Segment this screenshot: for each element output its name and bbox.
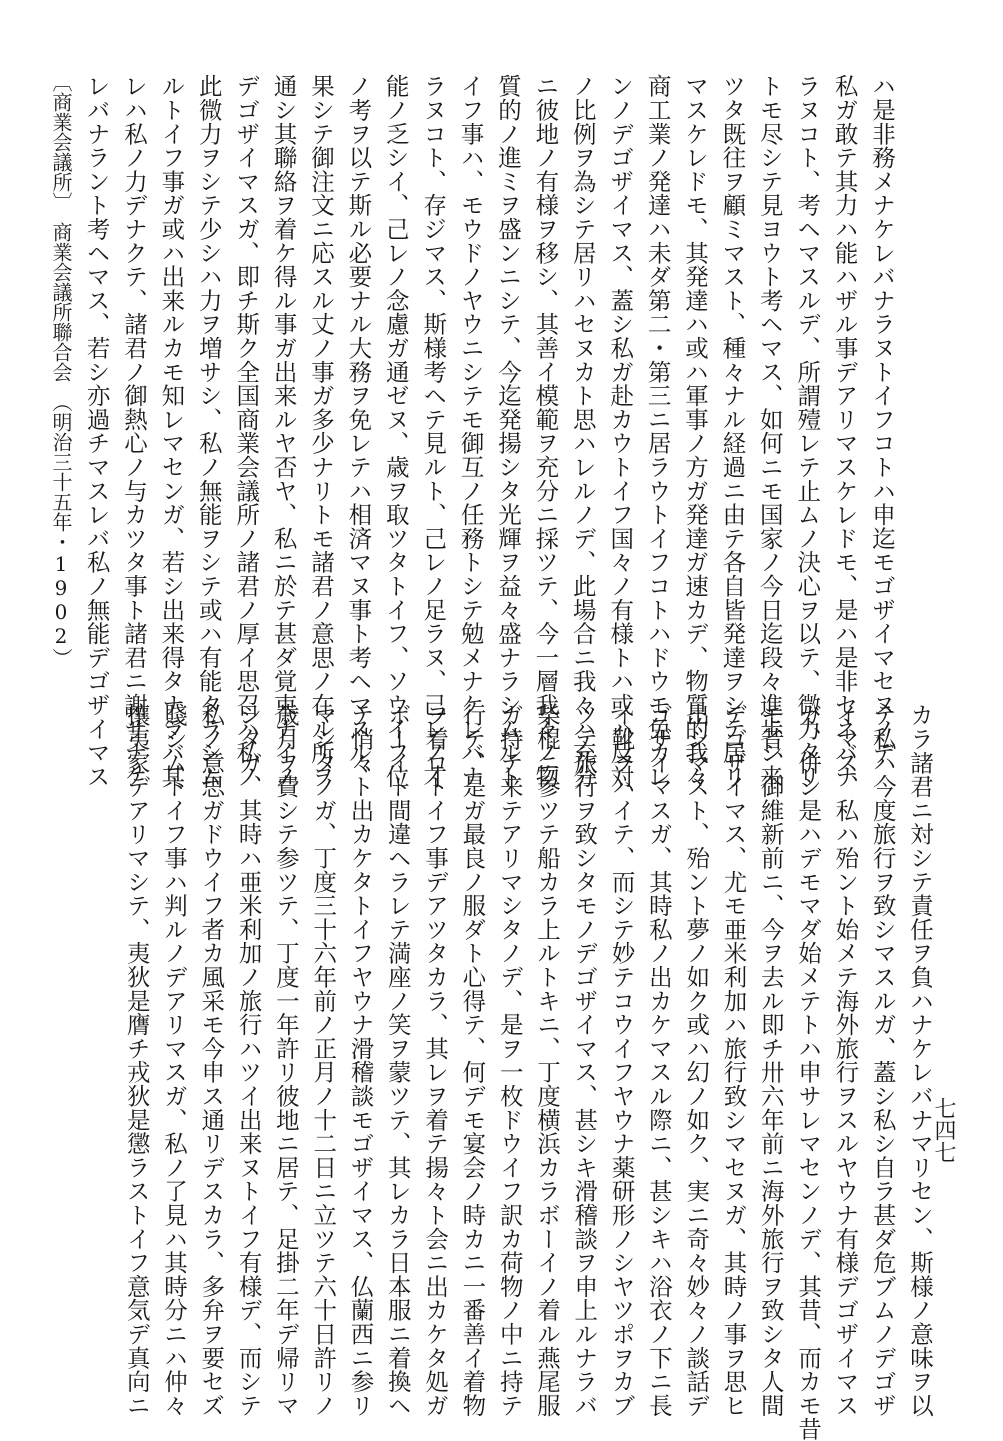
text-column: マスケレドモ、其発達ハ或ハ軍事ノ方ガ発達ガ速カデ、物質的我々 xyxy=(681,74,709,788)
text-column: シタガ、其時ハ亜米利加ノ旅行ハツイ出来ヌトイフ有様デ、而シテ xyxy=(234,703,263,1417)
text-column: ツタ既往ヲ顧ミマスト、種々ナル経過ニ由テ各自皆発達ヲシテ居リ xyxy=(718,74,747,788)
text-column: デゴザイマスガ、即チ斯ク全国商業会議所ノ諸君ノ厚イ思召ハ私ノ xyxy=(232,74,261,788)
text-column: テ私ハ今度旅行ヲ致シマスルガ、蓋シ私シ自ラ甚ダ危ブムノデゴザ xyxy=(868,703,897,1417)
text-column: ガ持テ来テアリマシタノデ、是ヲ一枚ドウイフ訳カ荷物ノ中ニ持テ xyxy=(495,703,524,1417)
text-column: 質的ノ進ミヲ盛ンニシテ、今迄発揚シタ光輝ヲ益々盛ナラシムルト xyxy=(494,74,522,788)
text-column: ラヌコト、存ジマス、斯様考ヘテ見ルト、己レノ足ラヌ、己レノ才 xyxy=(419,74,448,788)
page-number: 七四七 xyxy=(931,1097,956,1163)
text-column: 私ノ意思ガドウイフ者カ風采モ今申ス通リデスカラ、多弁ヲ要セズ xyxy=(197,703,226,1417)
text-column: 商工業ノ発達ハ未ダ第二・第三ニ居ラウトイフコトハドウモ免カレ xyxy=(643,74,672,788)
text-column: 能ノ乏シイ、己レノ念慮ガ通ゼヌ、歳ヲ取ツタトイフ、ソウイフ位 xyxy=(381,74,410,788)
text-column: ルトイフ事ガ或ハ出来ルカモ知レマセンガ、若シ出来得タナラバ其 xyxy=(157,74,186,788)
text-column: ツテ旅行ヲ致シタモノデゴザイマス、甚シキ滑稽談ヲ申上ルナラバ xyxy=(570,703,599,1417)
text-column: 賤シムトイフ事ハ判ルノデアリマスガ、私ノ了見ハ其時分ニハ仲々 xyxy=(160,703,188,1417)
text-column: イ靴ヲハイテ、而シテ妙テコウイフヤウナ薬研形ノシヤツポヲカブ xyxy=(607,703,636,1417)
text-column: 通シ其聯絡ヲ着ケ得ル事ガ出来ルヤ否ヤ、私ニ於テ甚ダ覚束ナイノ xyxy=(269,74,298,788)
text-column: 攘夷家デアリマシテ、夷狄是膺チ戎狄是懲ラストイフ意気デ真向ニ xyxy=(122,703,151,1417)
text-column: マシタノガ、丁度三十六年前ノ正月ノ十二日ニ立ツテ六十日許リノ xyxy=(309,703,338,1417)
text-column: モ昔、御維新前ニ、今ヲ去ル即チ卅六年前ニ海外旅行ヲ致シタ人間 xyxy=(756,703,785,1417)
text-column: ゴザイマスガ、其時私ノ出カケマスル際ニ、甚シキハ浴衣ノ下ニ長 xyxy=(644,703,673,1417)
text-column: デゴザイマス、尤モ亜米利加ハ旅行致シマセヌガ、其時ノ事ヲ思ヒ xyxy=(719,703,748,1417)
text-column: ノ考ヲ以テ斯ル必要ナル大務ヲ免レテハ相済マヌ事ト考ヘマスル、 xyxy=(344,74,373,788)
text-column: 果シテ御注文ニ応スル丈ノ事ガ多少ナリトモ諸君ノ意思ノ在ル所ヲ xyxy=(307,74,335,788)
text-column: テ悄々ト出カケタトイフヤウナ滑稽談モゴザイマス、仏蘭西ニ参リ xyxy=(346,703,375,1417)
text-column: ボーイト間違ヘラレテ満座ノ笑ヲ蒙ツテ、其レカラ日本服ニ着換ヘ xyxy=(383,703,412,1417)
text-column: カラ諸君ニ対シテ責任ヲ負ハナケレバナマリセン、斯様ノ意味ヲ以 xyxy=(906,703,934,1417)
text-column: 行テ、是ガ最良ノ服ダト心得テ、何デモ宴会ノ時カニ一番善イ着物 xyxy=(458,703,487,1417)
text-column: 柴棍ニ参ツテ船カラ上ルトキニ、丁度横浜カラボーイノ着ル燕尾服 xyxy=(533,703,561,1417)
text-column: レバナラント考ヘマス、若シ亦過チマスレバ私ノ無能デゴザイマス xyxy=(82,74,111,788)
text-column: ハ是非務メナケレバナラヌトイフコトハ申迄モゴザイマセヌノデ xyxy=(868,74,896,765)
text-column: 此微力ヲシテ少シハ力ヲ増サシ、私ノ無能ヲシテ或ハ有能タラシム xyxy=(194,74,223,788)
text-column: ノ比例ヲ為シテ居リハセヌカト思ハレルノデ、此場合ニ我々ハ充分 xyxy=(568,74,597,788)
text-column: 歳月ヲ費シテ参ツテ、丁度一年許リ彼地ニ居テ、足掛二年デ帰リマ xyxy=(271,703,300,1417)
text-column: イフ事ハ、モウドノヤウニシテモ御互ノ任務トシテ勉メナケレバナ xyxy=(456,74,485,788)
text-column: イマス、私ハ殆ント始メテ海外旅行ヲスルヤウナ有様デゴザイマス xyxy=(831,703,860,1417)
text-column: ガ、併シ是ハデモマダ始メテトハ申サレマセンノデ、其昔、而カモ昔 xyxy=(794,703,823,1441)
text-column: ンノデゴザイマス、蓋シ私ガ赴カウトイフ国々ノ有様トハ或ハ反対 xyxy=(606,74,635,788)
text-column: 私ガ敢テ其力ハ能ハザル事デアリマスケレドモ、是ハ是非セネバナ xyxy=(830,74,859,788)
text-column: レハ私ノ力デナクテ、諸君ノ御熱心ノ与カツタ事ト諸君ニ謝サナケ xyxy=(120,74,148,788)
text-column: ヲ着ロトイフ事デアツタカラ、其レヲ着テ揚々ト会ニ出カケタ処ガ xyxy=(421,703,450,1417)
text-column: ラヌコト、考ヘマスルデ、所謂殪レテ止ムノ決心ヲ以テ、微力タリ xyxy=(793,74,822,788)
text-column: 出シマスト、殆ント夢ノ如ク或ハ幻ノ如ク、実ニ奇々妙々ノ談話デ xyxy=(682,703,711,1417)
text-column: ニ彼地ノ有様ヲ移シ、其善イ模範ヲ充分ニ採ツテ、今一層我々ノ物 xyxy=(531,74,560,788)
running-footer: 〔商業会議所〕 商業会議所聯合会 （明治三十五年・1902） xyxy=(49,72,73,668)
text-column: トモ尽シテ見ヨウト考ヘマス、如何ニモ国家ノ今日迄段々進歩シ来 xyxy=(755,74,784,788)
